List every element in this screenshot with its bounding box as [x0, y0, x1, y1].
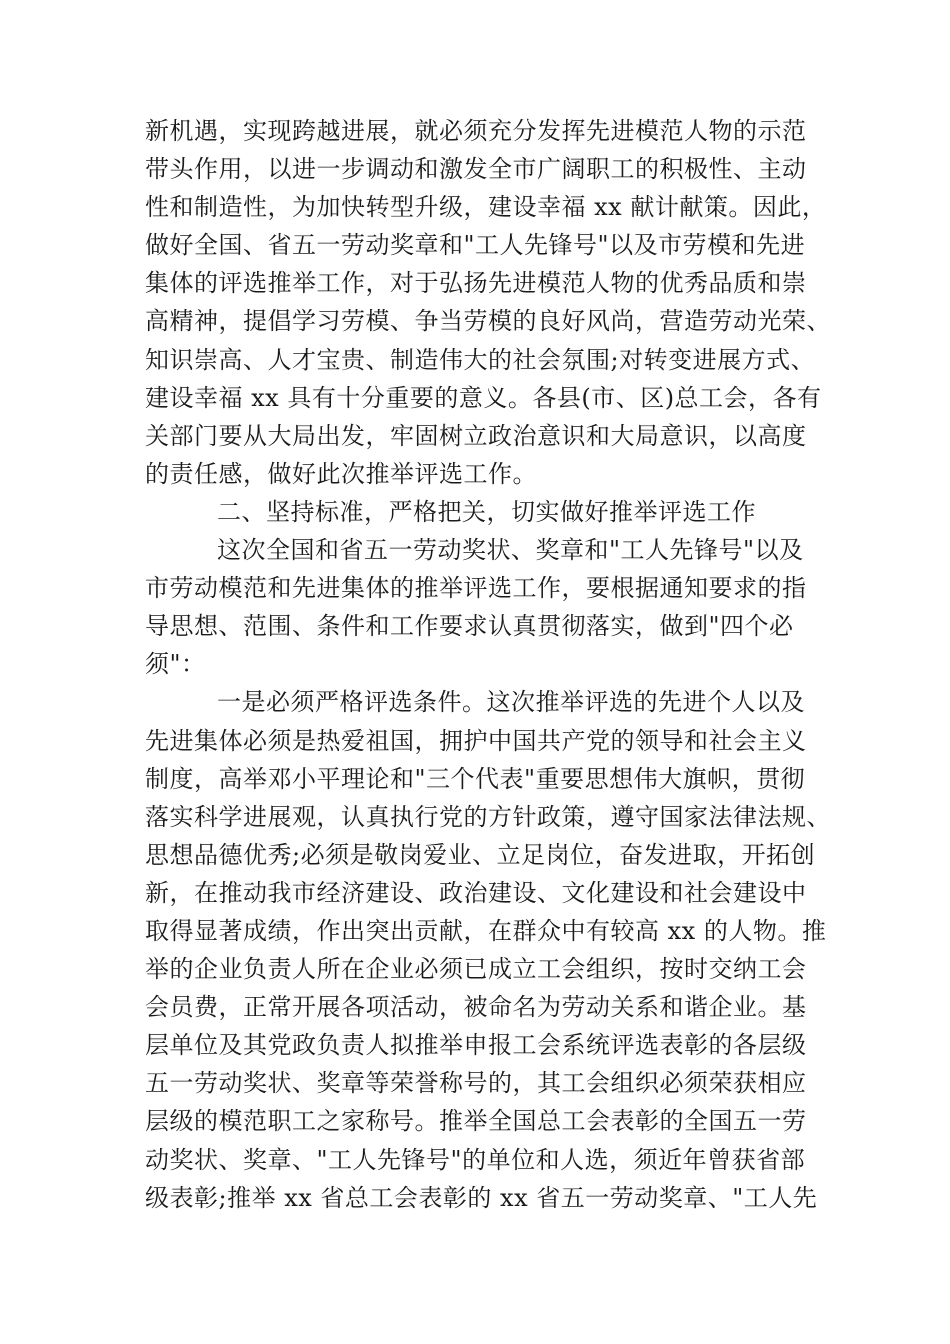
- body-line: 建设幸福 xx 具有十分重要的意义。各县(市、区)总工会，各有: [145, 383, 822, 412]
- body-line: 高精神，提倡学习劳模、争当劳模的良好风尚，营造劳动光荣、: [145, 307, 831, 336]
- body-line: 市劳动模范和先进集体的推举评选工作，要根据通知要求的指: [145, 574, 807, 603]
- body-line: 会员费，正常开展各项活动，被命名为劳动关系和谐企业。基: [145, 993, 807, 1022]
- body-line: 层级的模范职工之家称号。推举全国总工会表彰的全国五一劳: [145, 1107, 807, 1136]
- body-line: 导思想、范围、条件和工作要求认真贯彻落实，做到"四个必: [145, 612, 794, 641]
- body-line: 须"：: [145, 650, 206, 679]
- body-line: 知识崇高、人才宝贵、制造伟大的社会氛围;对转变进展方式、: [145, 345, 816, 374]
- body-line: 集体的评选推举工作，对于弘扬先进模范人物的优秀品质和崇: [145, 269, 807, 298]
- body-line: 落实科学进展观，认真执行党的方针政策，遵守国家法律法规、: [145, 802, 831, 831]
- body-line: 性和制造性，为加快转型升级，建设幸福 xx 献计献策。因此，: [145, 193, 827, 222]
- paragraph-first-line: 这次全国和省五一劳动奖状、奖章和"工人先锋号"以及: [217, 536, 804, 565]
- body-line: 先进集体必须是热爱祖国，拥护中国共产党的领导和社会主义: [145, 726, 807, 755]
- body-line: 新，在推动我市经济建设、政治建设、文化建设和社会建设中: [145, 878, 807, 907]
- body-line: 举的企业负责人所在企业必须已成立工会组织，按时交纳工会: [145, 955, 807, 984]
- body-line: 级表彰;推举 xx 省总工会表彰的 xx 省五一劳动奖章、"工人先: [145, 1183, 818, 1212]
- document-body: [145, 112, 831, 1217]
- body-line: 取得显著成绩，作出突出贡献，在群众中有较高 xx 的人物。推: [145, 916, 827, 945]
- body-line: 新机遇，实现跨越进展，就必须充分发挥先进模范人物的示范: [145, 117, 807, 145]
- body-line: 做好全国、省五一劳动奖章和"工人先锋号"以及市劳模和先进: [145, 231, 806, 260]
- body-line: 带头作用，以进一步调动和激发全市广阔职工的积极性、主动: [145, 155, 807, 184]
- body-line: 思想品德优秀;必须是敬岗爱业、立足岗位，奋发进取，开拓创: [145, 840, 816, 869]
- body-line: 层单位及其党政负责人拟推举申报工会系统评选表彰的各层级: [145, 1031, 807, 1060]
- body-line: 五一劳动奖状、奖章等荣誉称号的，其工会组织必须荣获相应: [145, 1069, 807, 1098]
- body-line: 的责任感，做好此次推举评选工作。: [145, 459, 537, 488]
- paragraph-first-line: 一是必须严格评选条件。这次推举评选的先进个人以及: [217, 688, 805, 717]
- body-line: 关部门要从大局出发，牢固树立政治意识和大局意识，以高度: [145, 421, 807, 450]
- body-line: 制度，高举邓小平理论和"三个代表"重要思想伟大旗帜，贯彻: [145, 764, 806, 793]
- body-line: 动奖状、奖章、"工人先锋号"的单位和人选，须近年曾获省部: [145, 1145, 806, 1174]
- section-heading: 二、坚持标准，严格把关，切实做好推举评选工作: [217, 497, 756, 526]
